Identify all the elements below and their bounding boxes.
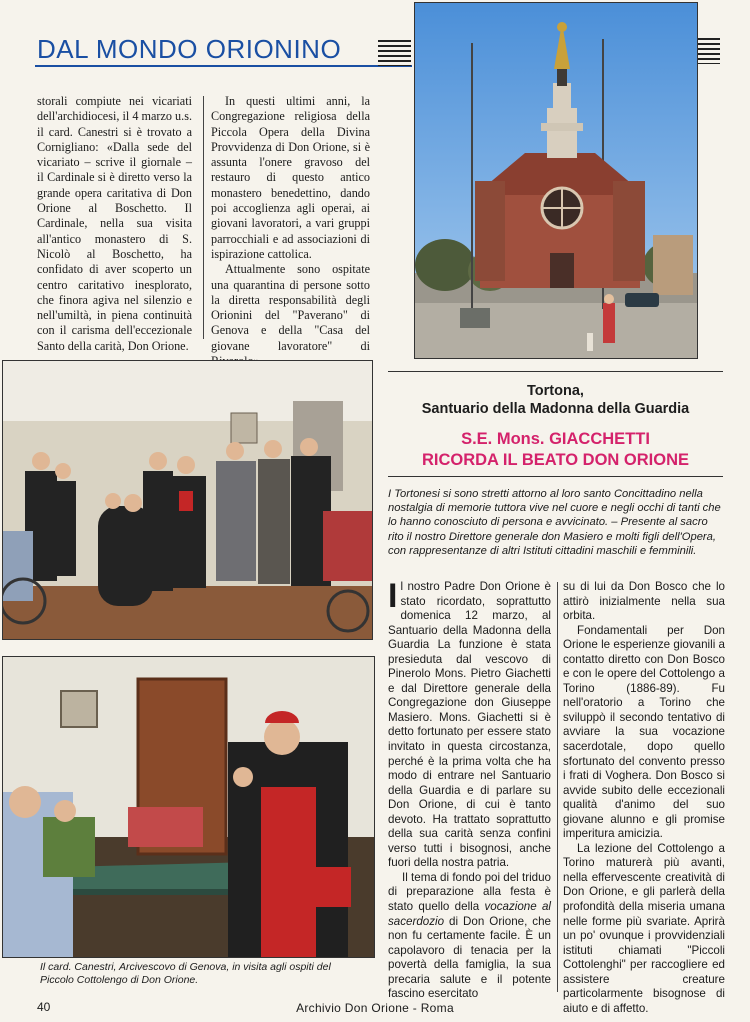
group-photo-illustration [3, 361, 372, 639]
page-number: 40 [37, 1000, 51, 1014]
article-headline-line-1: S.E. Mons. GIACCHETTI [461, 430, 650, 448]
left-column-1 [37, 94, 192, 354]
article-top-rule [388, 371, 723, 372]
article-intro: I Tortonesi si sono stretti attorno al loro santo Concittadino nella nostalgia di memorie tuttora vive nel cuore e negli occhi di tanti che lo hanno conosciuto di persona e avvicinato. – Presente al sacro rito il nostro Direttore generale don Masiero e molti figli dell'Opera, con rappresentanze di altri Istituti cittadini maschili e femminili. [388, 488, 721, 557]
left-column-1-text: storali compiute nei vicariati dell'archidiocesi, il 4 marzo u.s. il card. Canestri si è trovato a Cornigliano: «Dalla sede del vicariato – scrive il giornale – il Cardinale si è diretto verso la grande opera caritativa di Don Orione al Boschetto. Il Cardinale, nella sua visita all'antico monastero di S. Nicolò al Boschetto, ha confidato di aver scoperto un centro caritativo inesplorato, che finora agiva nel silenzio e nell'umiltà, in piena continuità con il carisma dell'eccezionale Santo della carità, Don Orione. [37, 94, 192, 353]
article-column-2 [563, 580, 725, 1016]
header-rule [35, 65, 412, 67]
article-column-1-para-1: l nostro Padre Don Orione è stato ricordato, soprattutto domenica 12 marzo, al Santuario della Madonna della Guardia La funzione è stata presieduta dal vescovo di Pinerolo Mons. Pietro Giachetti e dal Direttore generale della Congregazione don Giuseppe Masiero. Mons. Giachetti si è detto fortunato per essere stato invitato in questa circostanza, perché è la prima volta che ha modo di entrare nel Santuario della Guardia e di parlare su Don Orione, di cui è tanto devoto. Ha trattato soprattutto della sua carità senza confini verso tutti i bisognosi, anche fuori della nostra patria. [388, 580, 551, 870]
article-column-2-para-3: La lezione del Cottolengo a Torino maturerà più avanti, nella effervescente creatività di Don Orione, e gli parlerà della profondità della miseria umana nelle forme più svariate. Aprirà un po' ovunque i provvidenziali istituti chiamati "Piccoli Cottolenghi" per raccogliere ed assistere creature particolarmente bisognose di aiuto e di affetto. [563, 841, 725, 1015]
column-divider [203, 96, 204, 339]
article-column-1-para-2a: Il tema di fondo poi del triduo di preparazione alla festa è stato quello della [388, 870, 551, 914]
article-column-2-para-1: su di lui da Don Bosco che lo attirò inizialmente nella sua orbita. [563, 580, 725, 623]
article-column-divider [557, 582, 558, 992]
article-headline-rule [388, 476, 723, 477]
left-column-2-para-2: Attualmente sono ospitate una quarantina di persone sotto la diretta responsabilità degli Orionini del "Paverano" di Genova e della "Casa del giovane lavoratore" di [211, 262, 370, 353]
sanctuary-illustration [415, 3, 697, 358]
header-stripes-left [378, 40, 411, 66]
section-title: DAL MONDO ORIONINO [37, 34, 342, 64]
article-subtitle-line-1: Tortona, [527, 383, 584, 399]
drop-cap: I [388, 577, 398, 615]
article-subtitle [388, 382, 723, 418]
article-headline [388, 429, 723, 471]
cardinal-visit-illustration [3, 657, 374, 957]
article-subtitle-line-2: Santuario della Madonna della Guardia [421, 401, 690, 417]
cardinal-visit-photo [2, 656, 375, 958]
left-column-2-para-1: In questi ultimi anni, la Congregazione religiosa della Piccola Opera della Divina Provvidenza di Don Orione, si è assunta l'onere gravoso del restauro di questo antico monastero benedettino, dando poi accoglienza agli operai, ai giovani lavoratori, a vari gruppi parrocchiali e ad associazioni di ispirazione cattolica. [211, 94, 370, 261]
left-column-2 [211, 94, 370, 369]
group-photo [2, 360, 373, 640]
header-stripes-right [698, 38, 720, 64]
archive-footer: Archivio Don Orione - Roma [296, 1001, 454, 1015]
article-column-1 [388, 577, 551, 1002]
sanctuary-photo [414, 2, 698, 359]
article-column-2-para-2: Fondamentali per Don Orione le esperienze giovanili a contatto diretto con Don Bosco e con le opere del Cottolengo a Torino (1886-89). Fu nell'oratorio a Torino che sviluppò il secondo tentativo di avviare la sua vocazione sacerdotale, dopo quello sfortunato del convento presso i frati di Voghera. Don Bosco si avvide subito delle eccezionali qualità d'animo del suo giovane alunno e gli promise imperitura amicizia. [563, 623, 725, 841]
article-column-1-para-2b: di Don Orione, che non fu certamente facile. È un capolavoro di tenacia per la povertà della famiglia, la sua precaria salute e il potente fascino esercitato [388, 914, 551, 1001]
article-headline-line-2: RICORDA IL BEATO DON ORIONE [421, 451, 690, 469]
photo-caption: Il card. Canestri, Arcivescovo di Genova, in visita agli ospiti del Piccolo Cottolengo di Don Orione. [40, 961, 331, 986]
article-italic-phrase: vocazione al sacerdozio [388, 900, 551, 928]
